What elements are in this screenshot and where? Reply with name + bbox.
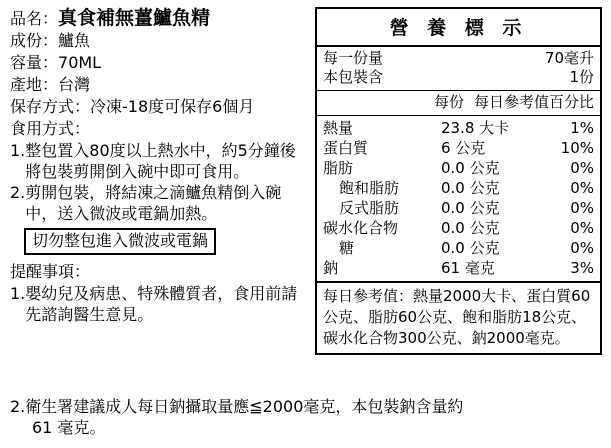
nutrient-percent: 3% xyxy=(570,259,594,277)
usage-step-1-number: 1. xyxy=(10,141,26,160)
column-header-daily-value: 每日參考值百分比 xyxy=(473,93,594,111)
storage-value: 冷凍-18度可保存6個月 xyxy=(90,97,255,116)
servings-per-pack-row xyxy=(323,68,594,87)
nutrient-row xyxy=(317,198,600,218)
nutrient-row xyxy=(317,138,600,158)
nutrient-name: 反式脂肪 xyxy=(339,199,400,217)
product-info-column xyxy=(10,6,310,325)
volume-row xyxy=(10,52,310,74)
nutrient-percent: 10% xyxy=(560,139,594,157)
nutrient-name: 碳水化合物 xyxy=(323,219,399,237)
nutrient-amount: 23.8 大卡 xyxy=(441,119,510,137)
nutrient-name: 脂肪 xyxy=(323,159,354,177)
nutrient-amount: 0.0 公克 xyxy=(441,219,500,237)
ingredients-row xyxy=(10,30,310,52)
product-name-row xyxy=(10,6,310,30)
nutrient-name: 鈉 xyxy=(323,259,339,277)
serving-size-row xyxy=(323,49,594,68)
nutrient-name: 熱量 xyxy=(323,119,354,137)
storage-label: 保存方式： xyxy=(10,97,91,116)
storage-row xyxy=(10,96,310,118)
nutrient-row xyxy=(317,218,600,238)
nutrient-percent: 0% xyxy=(570,179,594,197)
column-header-per-serving: 每份 xyxy=(433,93,464,111)
nutrient-rows xyxy=(317,116,600,281)
notice-item-1-text: 嬰幼兒及病患、特殊體質者，食用前請先諮詢醫生意見。 xyxy=(25,284,298,324)
nutrient-amount: 0.0 公克 xyxy=(441,199,500,217)
nutrient-percent: 0% xyxy=(570,239,594,257)
nutrient-row xyxy=(317,258,600,278)
product-name-label: 品名： xyxy=(10,9,59,28)
nutrient-row xyxy=(317,238,600,258)
serving-info-section xyxy=(317,47,600,90)
notice-item-1-number: 1. xyxy=(10,284,26,303)
notice-item-1 xyxy=(10,283,310,325)
usage-step-1-text: 整包置入80度以上熱水中，約5分鐘後將包裝剪開倒入碗中即可食用。 xyxy=(25,141,296,181)
nutrient-percent: 0% xyxy=(570,159,594,177)
nutrition-column-headers xyxy=(317,91,600,115)
serving-size-label: 每一份量 xyxy=(323,49,384,67)
origin-label: 產地： xyxy=(10,75,59,94)
sodium-advisory-line2: 61 毫克。 xyxy=(32,418,106,437)
nutrition-facts-title: 營 養 標 示 xyxy=(317,9,600,47)
nutrient-name: 糖 xyxy=(339,239,355,257)
volume-label: 容量： xyxy=(10,53,59,72)
nutrient-amount: 0.0 公克 xyxy=(441,159,500,177)
usage-step-2-text: 剪開包裝，將結凍之滴鱸魚精倒入碗中，送入微波或電鍋加熱。 xyxy=(25,183,282,223)
usage-step-2-number: 2. xyxy=(10,183,26,202)
ingredients-value: 鱸魚 xyxy=(58,31,91,50)
nutrient-amount: 61 毫克 xyxy=(441,259,495,277)
servings-per-pack-label: 本包裝含 xyxy=(323,68,384,86)
volume-value: 70ML xyxy=(58,53,102,72)
nutrient-percent: 0% xyxy=(570,219,594,237)
nutrition-facts-panel xyxy=(315,7,602,355)
servings-per-pack-value: 1份 xyxy=(569,68,594,86)
nutrient-row xyxy=(317,178,600,198)
nutrient-percent: 1% xyxy=(570,119,594,137)
nutrient-name: 飽和脂肪 xyxy=(339,179,400,197)
nutrient-amount: 0.0 公克 xyxy=(441,179,500,197)
nutrient-amount: 0.0 公克 xyxy=(441,239,500,257)
usage-step-2 xyxy=(10,182,310,224)
sodium-advisory-note xyxy=(10,396,602,438)
nutrient-amount: 6 公克 xyxy=(441,139,486,157)
product-name-value: 真食補無薑鱸魚精 xyxy=(58,7,211,29)
sodium-advisory-text: 衛生署建議成人每日鈉攝取量應≦2000毫克，本包裝鈉含量約 xyxy=(25,397,464,416)
origin-value: 台灣 xyxy=(58,75,91,94)
origin-row xyxy=(10,74,310,96)
usage-label: 食用方式： xyxy=(10,119,91,138)
usage-step-1 xyxy=(10,140,310,182)
sodium-advisory-number: 2. xyxy=(10,397,26,416)
microwave-warning-box: 切勿整包進入微波或電鍋 xyxy=(24,228,216,255)
daily-value-footnote: 每日參考值：熱量2000大卡、蛋白質60公克、脂肪60公克、飽和脂肪18公克、碳水化合物300公克、鈉2000毫克。 xyxy=(323,287,591,347)
nutrient-name: 蛋白質 xyxy=(323,139,369,157)
notice-label: 提醒事項： xyxy=(10,262,91,281)
sodium-advisory-line1 xyxy=(10,396,602,417)
nutrient-percent: 0% xyxy=(570,199,594,217)
ingredients-label: 成份： xyxy=(10,31,59,50)
nutrient-row xyxy=(317,158,600,178)
nutrient-row xyxy=(317,118,600,138)
serving-size-value: 70毫升 xyxy=(544,49,594,67)
